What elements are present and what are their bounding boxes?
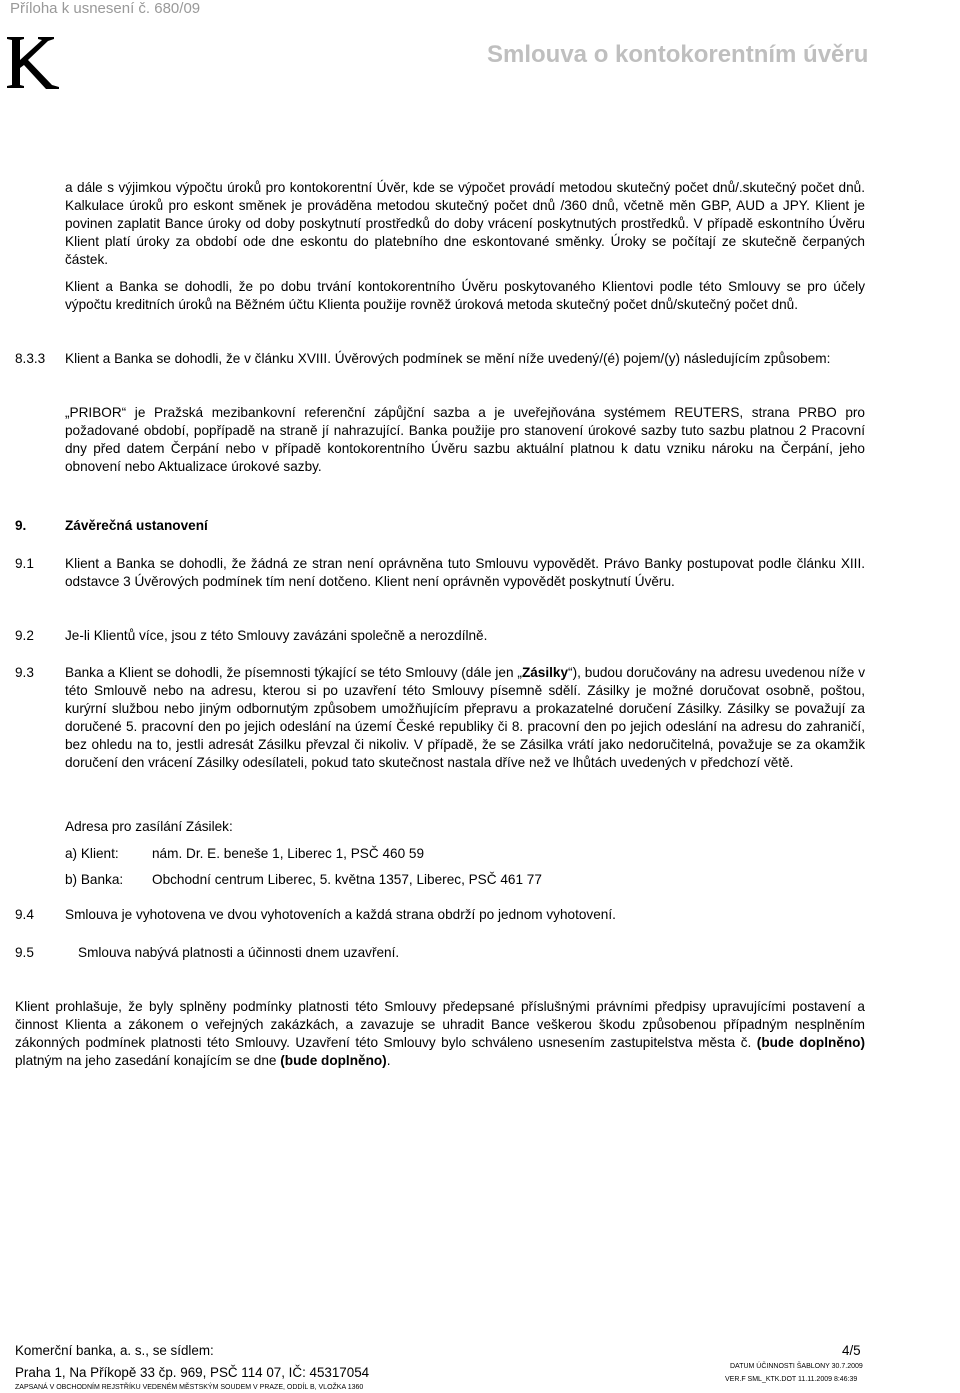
section-number-9-2: 9.2 [15,628,34,643]
section-number-9-4: 9.4 [15,907,34,922]
intro-text-2: Klient a Banka se dohodli, že po dobu trvání kontokorentního Úvěru poskytovaného Klientovi podle této Smlouvy se pro účely výpočtu kreditních úroků na Běžném účtu Klienta použije rovněž úroková metoda skutečný počet dnů/skutečný počet dnů. [65,279,865,313]
intro-paragraph-1 [65,179,865,269]
declaration-end: . [386,1053,391,1069]
declaration-text: Klient prohlašuje, že byly splněny podmínky platnosti této Smlouvy předepsané příslušnými právními předpisy upravujícími postavení a činnost Klienta a zákonem o veřejných zakázkách, a zavazuje se uhradit Bance veškerou škodu způsobenou případným nesplněním zákonných podmínek platnosti této Smlouvy. Uzavření této Smlouvy bylo schváleno usnesením zastupitelstva města č. [15,999,865,1051]
section-9-3-post: “), budou doručovány na adresu uvedenou níže v této Smlouvě nebo na adresu, kterou si po uzavření této Smlouvy písemně sdělí. Zásilky je možné doručovat osobně, poštou, kurýrní službou nebo jiným odbornutým způsobem umožňujícím přepravu a prokazatelné doručení Zásilky. Zásilky se považují za doručené 5. pracovní den po jejich odeslání na území České republiky či 8. pracovní den po jejich odeslání na adresu do zahraničí, bez ohledu na to, jestli adresát Zásilku převzal či nikoliv. V případě, že se Zásilka vrátí jako nedoručitelná, považuje se za okamžik doručení den vrácení Zásilky odesílateli, pokud tato skutečnost nastala dříve než ve lhůtách uvedených v předchozí větě. [65,665,865,771]
template-effective-date: DATUM ÚČINNOSTI ŠABLONY 30.7.2009 [730,1363,863,1370]
section-number-9: 9. [15,518,27,533]
section-9-1-text: Klient a Banka se dohodli, že žádná ze stran není oprávněna tuto Smlouvu vypovědět. Právo Banky postupovat podle článku XIII. odstavce 3 Úvěrových podmínek tím není dotčeno. Klient není oprávněn vypovědět poskytnutí Úvěru. [65,556,865,590]
section-number-9-3: 9.3 [15,665,34,680]
section-9-3-pre: Banka a Klient se dohodli, že písemnosti týkající se této Smlouvy (dále jen „ [65,665,522,680]
annex-label: Příloha k usnesení č. 680/09 [10,0,201,17]
section-9-2-text: Je-li Klientů více, jsou z této Smlouvy zavázáni společně a nerozdílně. [65,628,488,643]
kb-k-logo-icon [4,30,64,94]
footer-registry: ZAPSANÁ V OBCHODNÍM REJSTŘÍKU VEDENÉM MĚSTSKÝM SOUDEM V PRAZE, ODDÍL B, VLOŽKA 1360 [15,1384,364,1391]
section-9-3-text [65,664,865,773]
section-9-4-text: Smlouva je vyhotovena ve dvou vyhotoveních a každá strana obdrží po jednom vyhotovení. [65,907,616,922]
section-9-title: Závěrečná ustanovení [65,518,208,533]
pribor-definition: „PRIBOR“ je Pražská mezibankovní referenční zápůjční sazba a je uveřejňována systémem REUTERS, strana PRBO pro požadované období, popřípadě na straně jí nahrazující. Banka použije pro stanovení úrokové sazby tuto sazbu platnou 2 Pracovní dny před datem Čerpání nebo v případě kontokorentního Úvěru sazbu aktuální platnou k datu vzniku nároku na Čerpání, jeho obnovení nebo Aktualizace úrokové sazby. [65,405,865,475]
section-number-9-5: 9.5 [15,945,34,960]
intro-text-1: a dále s výjimkou výpočtu úroků pro kontokorentní Úvěr, kde se výpočet provádí metodou skutečný počet dnů/.skutečný počet dnů. Kalkulace úroků pro eskont směnek je prováděna metodou skutečný počet dnů /360 dnů, včetně měn GBP, AUD a JPY. Klient je povinen zaplatit Bance úroky od doby poskytnutí prostředků do doby vrácení poskytnutých prostředků. V případě eskontního Úvěru Klient platí úroky za období ode dne eskontu do platebního dne eskontované směnky. Úroky se počítají ze skutečně čerpaných částek. [65,180,865,268]
address-a-value: nám. Dr. E. beneše 1, Liberec 1, PSČ 460 59 [152,846,425,861]
client-declaration [15,998,865,1070]
address-a-label: a) Klient: [65,846,119,861]
address-b-value: Obchodní centrum Liberec, 5. května 1357, Liberec, PSČ 461 77 [152,872,542,887]
page-number: 4/5 [842,1343,861,1358]
address-title: Adresa pro zasílání Zásilek: [65,819,233,834]
footer-bank-name: Komerční banka, a. s., se sídlem: [15,1343,214,1358]
intro-paragraph-2 [65,278,865,314]
section-number-8-3-3: 8.3.3 [15,351,46,366]
resolution-number-placeholder: (bude doplněno) [756,1035,865,1051]
meeting-date-placeholder: (bude doplněno) [280,1053,387,1069]
zasilky-term: Zásilky [521,665,569,680]
declaration-mid: platným na jeho zasedání konajícím se dne [15,1053,281,1069]
document-title: Smlouva o kontokorentním úvěru [487,41,869,68]
footer-bank-address: Praha 1, Na Příkopě 33 čp. 969, PSČ 114 07, IČ: 45317054 [15,1365,370,1380]
section-9-5-text: Smlouva nabývá platnosti a účinnosti dnem uzavření. [78,945,400,960]
section-number-9-1: 9.1 [15,556,34,571]
template-version: VER.F SML_KTK.DOT 11.11.2009 8:46:39 [725,1376,858,1383]
section-8-3-3-text: Klient a Banka se dohodli, že v článku XVIII. Úvěrových podmínek se mění níže uvedený/(é) pojem/(y) následujícím způsobem: [65,351,831,366]
address-b-label: b) Banka: [65,872,124,887]
